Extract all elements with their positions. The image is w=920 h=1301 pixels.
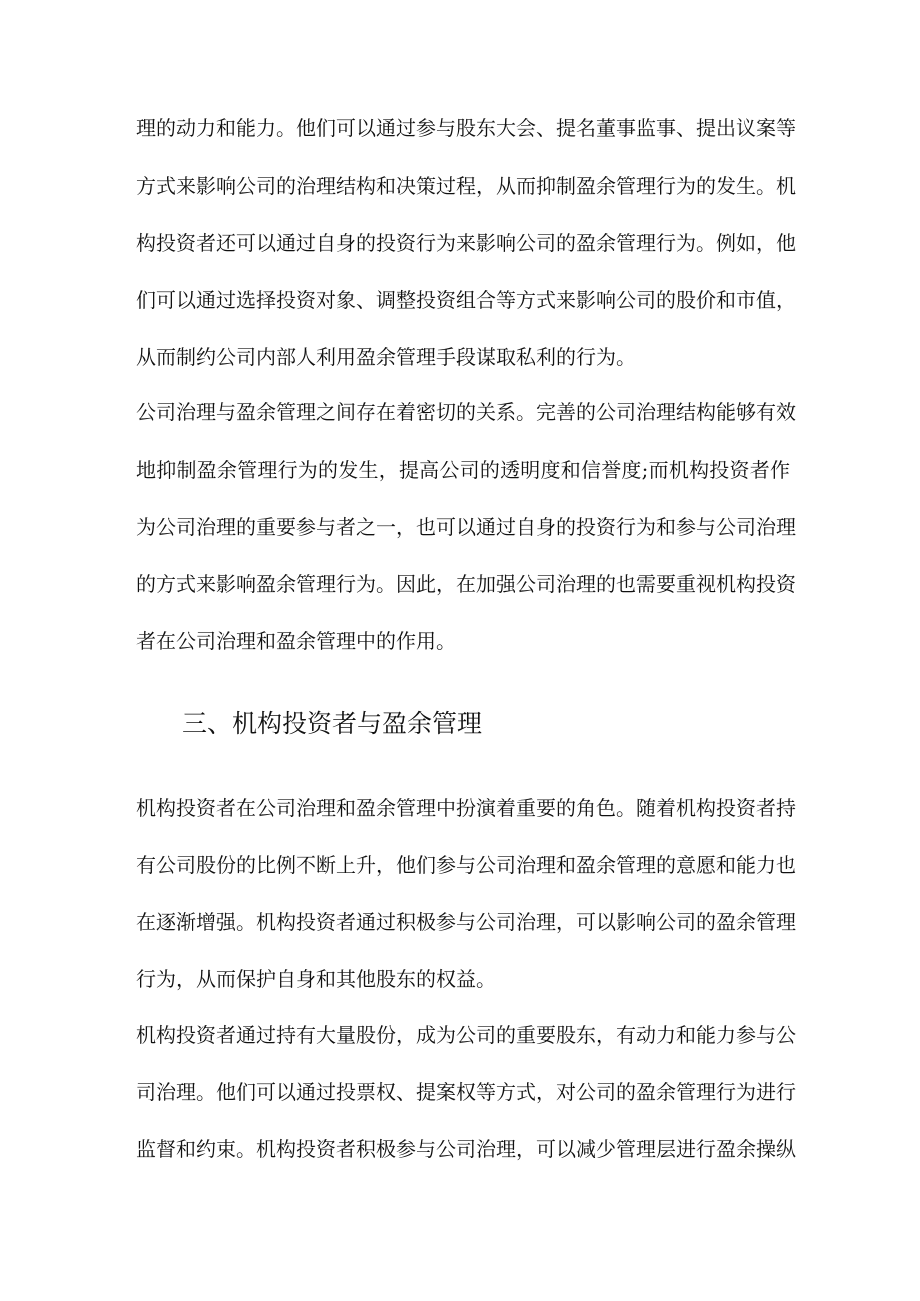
section-paragraph-2-line-1: 机构投资者通过持有大量股份，成为公司的重要股东，有动力和能力参与公 [136, 1023, 796, 1047]
paragraph-2-line-1: 公司治理与盈余管理之间存在着密切的关系。完善的公司治理结构能够有效 [136, 400, 796, 424]
section-heading: 三、机构投资者与盈余管理 [182, 709, 483, 738]
paragraph-2-line-3: 为公司治理的重要参与者之一，也可以通过自身的投资行为和参与公司治理 [136, 515, 796, 539]
section-paragraph-1-line-2: 有公司股份的比例不断上升，他们参与公司治理和盈余管理的意愿和能力也 [136, 853, 796, 877]
paragraph-2-line-4: 的方式来影响盈余管理行为。因此，在加强公司治理的也需要重视机构投资 [136, 572, 796, 596]
paragraph-1-line-1: 理的动力和能力。他们可以通过参与股东大会、提名董事监事、提出议案等 [136, 116, 796, 140]
paragraph-2-line-5: 者在公司治理和盈余管理中的作用。 [136, 629, 456, 653]
section-paragraph-1-line-1: 机构投资者在公司治理和盈余管理中扮演着重要的角色。随着机构投资者持 [136, 796, 796, 820]
paragraph-2-line-2: 地抑制盈余管理行为的发生，提高公司的透明度和信誉度;而机构投资者作 [136, 458, 790, 482]
section-paragraph-2-line-3: 监督和约束。机构投资者积极参与公司治理，可以减少管理层进行盈余操纵 [136, 1137, 796, 1161]
paragraph-1-line-5: 从而制约公司内部人利用盈余管理手段谋取私利的行为。 [136, 345, 636, 369]
paragraph-1-line-3: 构投资者还可以通过自身的投资行为来影响公司的盈余管理行为。例如，他 [136, 231, 796, 255]
paragraph-1-line-4: 们可以通过选择投资对象、调整投资组合等方式来影响公司的股价和市值， [136, 288, 796, 312]
section-paragraph-2-line-2: 司治理。他们可以通过投票权、提案权等方式，对公司的盈余管理行为进行 [136, 1080, 796, 1104]
section-paragraph-1-line-4: 行为，从而保护自身和其他股东的权益。 [136, 967, 496, 991]
paragraph-1-line-2: 方式来影响公司的治理结构和决策过程，从而抑制盈余管理行为的发生。机 [136, 174, 796, 198]
section-paragraph-1-line-3: 在逐渐增强。机构投资者通过积极参与公司治理，可以影响公司的盈余管理 [136, 910, 796, 934]
